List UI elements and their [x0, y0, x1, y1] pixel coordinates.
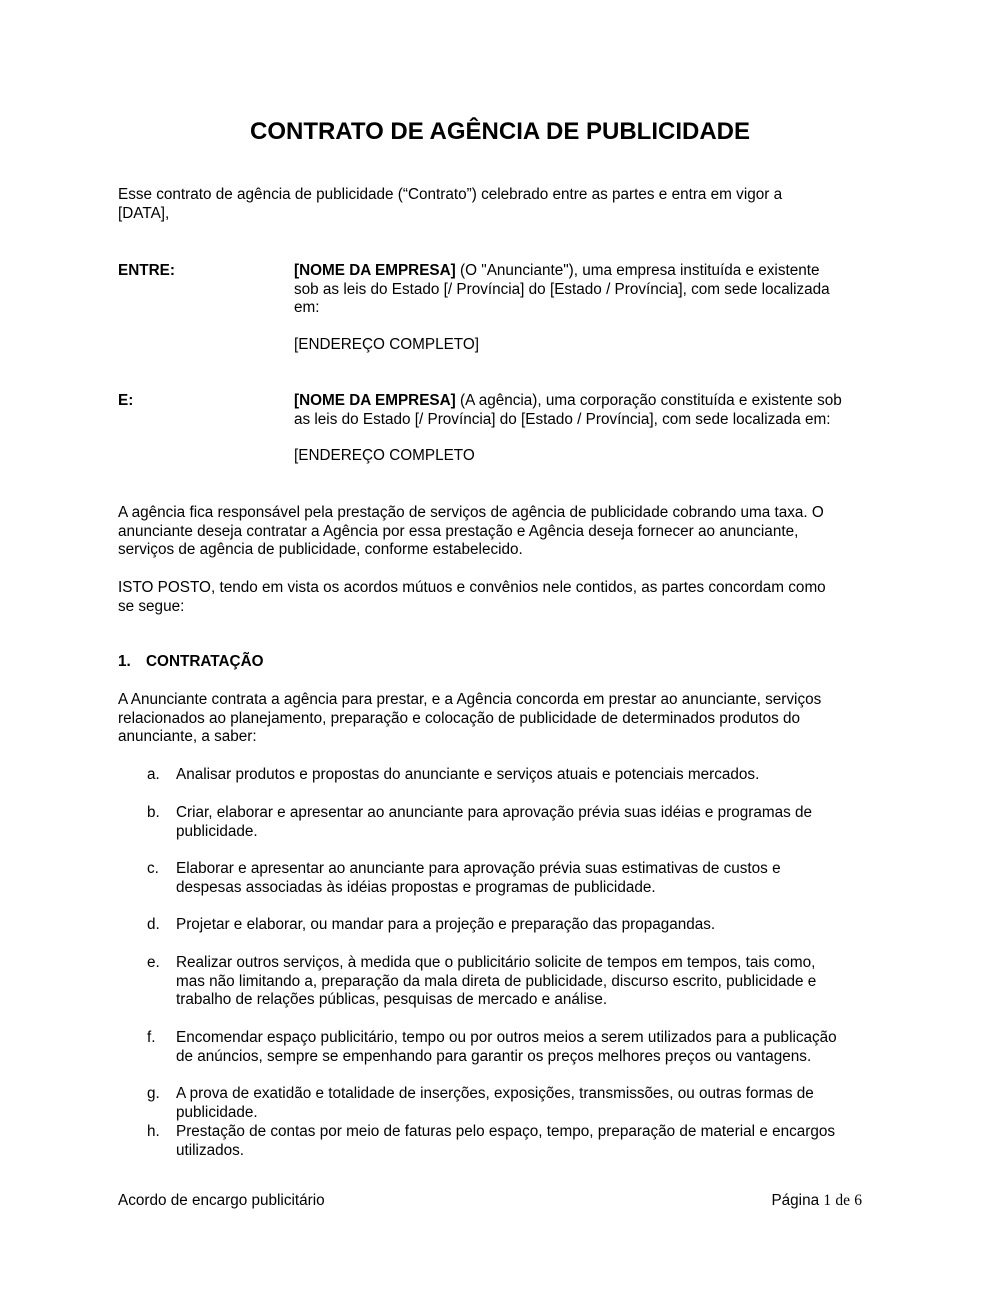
list-line: de anúncios, sempre se empenhando para garantir os preços melhores preços ou vantagens.: [176, 1047, 812, 1065]
list-line: utilizados.: [176, 1141, 245, 1159]
company-name-placeholder: [NOME DA EMPRESA]: [294, 262, 456, 279]
list-line: Encomendar espaço publicitário, tempo ou por outros meios a serem utilizados para a publicação: [176, 1029, 837, 1046]
list-line: mas não limitando a, preparação da mala direta de publicidade, discurso escrito, publicidade e: [176, 972, 817, 990]
party-line: as leis do Estado [/ Província] do [Estado / Província], com sede localizada em:: [294, 410, 831, 428]
list-marker: c.: [147, 860, 159, 877]
list-marker: a.: [147, 766, 160, 783]
address-placeholder: [ENDEREÇO COMPLETO]: [294, 335, 480, 353]
whereas-line: se segue:: [118, 597, 185, 615]
list-marker: b.: [147, 804, 160, 821]
list-marker: h.: [147, 1123, 160, 1140]
section-body: [118, 691, 888, 747]
party-label: E:: [118, 392, 134, 409]
list-item-text: [176, 860, 892, 897]
list-line: A prova de exatidão e totalidade de inserções, exposições, transmissões, ou outras formas de: [176, 1085, 814, 1102]
whereas-paragraph: [118, 579, 888, 616]
footer-document-name: Acordo de encargo publicitário: [118, 1192, 325, 1209]
recital-line: A agência fica responsável pela prestação de serviços de agência de publicidade cobrando uma taxa. O: [118, 504, 824, 521]
section-title: CONTRATAÇÃO: [146, 653, 264, 670]
party-label: ENTRE:: [118, 262, 175, 279]
section-body-line: anunciante, a saber:: [118, 728, 257, 745]
list-item-text: [176, 954, 892, 1010]
intro-paragraph: [118, 186, 888, 223]
page-of: de: [835, 1192, 850, 1209]
party-line: [294, 262, 888, 281]
list-marker: g.: [147, 1085, 160, 1102]
party-line: em:: [294, 299, 320, 316]
section-body-line: A Anunciante contrata a agência para prestar, e a Agência concorda em prestar ao anunciante, serviços: [118, 691, 822, 708]
page-total: 6: [854, 1192, 862, 1209]
recital-paragraph: [118, 504, 888, 560]
party-line: sob as leis do Estado [/ Província] do [Estado / Província], com sede localizada: [294, 280, 830, 298]
list-line: Criar, elaborar e apresentar ao anunciante para aprovação prévia suas idéias e programas de: [176, 804, 813, 821]
list-marker: f.: [147, 1029, 156, 1046]
recital-line: anunciante deseja contratar a Agência por essa prestação e Agência deseja fornecer ao anunciante,: [118, 522, 799, 540]
intro-line: [DATA],: [118, 204, 170, 222]
page-word: Página: [771, 1192, 820, 1209]
address-placeholder: [ENDEREÇO COMPLETO: [294, 447, 475, 464]
party-line: [294, 392, 888, 411]
document-title: CONTRATO DE AGÊNCIA DE PUBLICIDADE: [249, 118, 750, 145]
party-line-text: (A agência), uma corporação constituída e existente sob: [455, 392, 842, 409]
list-line: publicidade.: [176, 1103, 258, 1121]
intro-line: Esse contrato de agência de publicidade (“Contrato”) celebrado entre as partes e entra em vigor a: [118, 186, 783, 203]
footer-page-number: [771, 1192, 862, 1211]
list-item-text: [176, 1123, 892, 1160]
page-current: 1: [823, 1192, 832, 1209]
list-line: Projetar e elaborar, ou mandar para a projeção e preparação das propagandas.: [176, 916, 716, 933]
section-body-line: relacionados ao planejamento, preparação e colocação de publicidade de determinados produtos do: [118, 709, 801, 727]
list-line: trabalho de relações públicas, pesquisas de mercado e análise.: [176, 991, 608, 1008]
section-heading: [118, 653, 264, 672]
list-item-text: [176, 1085, 892, 1122]
section-number: 1.: [118, 653, 131, 670]
list-line: Realizar outros serviços, à medida que o publicitário solicite de tempos em tempos, tais como,: [176, 954, 816, 971]
list-line: despesas associadas às idéias propostas e programas de publicidade.: [176, 878, 656, 896]
list-line: publicidade.: [176, 822, 258, 840]
list-item-text: [176, 1029, 892, 1066]
list-marker: d.: [147, 916, 160, 933]
party-description: [294, 392, 888, 466]
list-marker: e.: [147, 954, 160, 971]
party-description: [294, 262, 888, 354]
recital-line: serviços de agência de publicidade, conforme estabelecido.: [118, 541, 523, 558]
whereas-line: ISTO POSTO, tendo em vista os acordos mútuos e convênios nele contidos, as partes concordam como: [118, 579, 826, 596]
company-name-placeholder: [NOME DA EMPRESA]: [294, 392, 456, 409]
list-item-text: [176, 804, 892, 841]
list-line: Elaborar e apresentar ao anunciante para aprovação prévia suas estimativas de custos e: [176, 860, 781, 877]
list-item-text: [176, 916, 892, 935]
list-line: Prestação de contas por meio de faturas pelo espaço, tempo, preparação de material e encargos: [176, 1123, 836, 1140]
list-item-text: [176, 766, 892, 785]
list-line: Analisar produtos e propostas do anunciante e serviços atuais e potenciais mercados.: [176, 766, 760, 783]
party-line-text: (O "Anunciante"), uma empresa instituída e existente: [455, 262, 820, 279]
